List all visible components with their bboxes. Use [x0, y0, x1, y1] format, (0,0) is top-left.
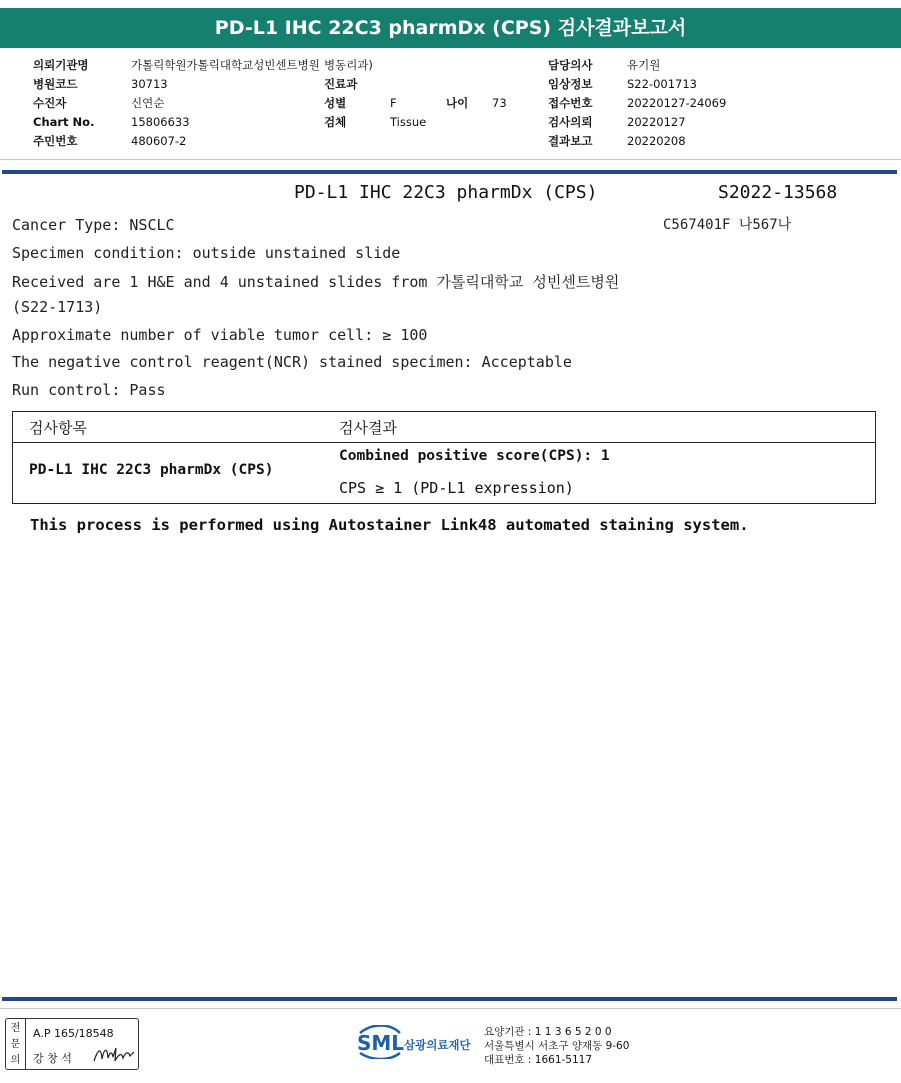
info-label: 검체	[324, 115, 347, 129]
contact-line: 대표번호 : 1661-5117	[484, 1054, 593, 1066]
result-table	[12, 411, 876, 504]
col-header-result: 검사결과	[339, 419, 397, 437]
info-label: 결과보고	[548, 134, 593, 148]
col-header-item: 검사항목	[29, 419, 87, 437]
info-value: F	[390, 96, 397, 110]
contact-line: 서울특별시 서초구 양재동 9-60	[484, 1040, 630, 1052]
info-row-3	[0, 94, 901, 113]
info-value: 30713	[131, 77, 168, 91]
info-label: Chart No.	[33, 115, 95, 129]
info-value: 20220127	[627, 115, 686, 129]
report-test-name: PD-L1 IHC 22C3 pharmDx (CPS)	[294, 182, 598, 203]
info-row-4	[0, 113, 901, 132]
specialist-box	[5, 1018, 139, 1070]
specialist-side-label: 전 문 의	[6, 1019, 26, 1069]
info-row-5	[0, 132, 901, 151]
result-table-header	[13, 412, 875, 443]
info-label: 담당의사	[548, 58, 593, 72]
result-main: Combined positive score(CPS): 1	[339, 448, 610, 464]
info-label: 주민번호	[33, 134, 78, 148]
info-value: S22-001713	[627, 77, 697, 91]
info-value: 73	[492, 96, 507, 110]
report-number: S2022-13568	[718, 182, 838, 203]
info-value: Tissue	[390, 115, 427, 129]
info-row-1	[0, 56, 901, 75]
process-note: This process is performed using Autostainer Link48 automated staining system.	[30, 516, 749, 534]
info-row-2	[0, 75, 901, 94]
footer-divider	[0, 1008, 901, 1009]
received-line: Received are 1 H&E and 4 unstained slides from 가톨릭대학교 성빈센트병원	[12, 273, 620, 291]
sml-logo-text: SML	[357, 1031, 405, 1055]
info-label: 나이	[446, 96, 469, 110]
info-label: 접수번호	[548, 96, 593, 110]
info-label: 진료과	[324, 77, 358, 91]
info-value: 신연순	[131, 96, 165, 110]
info-label: 검사의뢰	[548, 115, 593, 129]
reference-line: (S22-1713)	[12, 298, 103, 316]
info-label: 병원코드	[33, 77, 78, 91]
doctor-name: 강 창 석	[33, 1052, 72, 1065]
footer-rule	[2, 997, 897, 1001]
info-value: 유기원	[627, 58, 661, 72]
ncr-line: The negative control reagent(NCR) stained specimen: Acceptable	[12, 353, 572, 371]
cancer-type-line: Cancer Type: NSCLC	[12, 216, 175, 234]
report-banner-title: PD-L1 IHC 22C3 pharmDx (CPS) 검사결과보고서	[0, 8, 901, 48]
header-rule	[2, 170, 897, 174]
info-label: 임상정보	[548, 77, 593, 91]
block-id: C567401F 나567나	[663, 217, 792, 233]
tumor-cell-line: Approximate number of viable tumor cell: ≥ 100	[12, 326, 428, 344]
contact-info	[484, 1025, 629, 1067]
info-value: 15806633	[131, 115, 190, 129]
info-value: 가톨릭학원가톨릭대학교성빈센트병원	[131, 58, 320, 72]
info-value-fragment: 병동리과)	[324, 58, 373, 72]
contact-line: 요양기관 : 1 1 3 6 5 2 0 0	[484, 1026, 612, 1038]
org-name: 삼광의료재단	[404, 1038, 471, 1052]
license-number: A.P 165/18548	[33, 1027, 114, 1040]
info-label: 수진자	[33, 96, 67, 110]
info-label: 성별	[324, 96, 347, 110]
info-label: 의뢰기관명	[33, 58, 89, 72]
info-value: 480607-2	[131, 134, 187, 148]
test-item: PD-L1 IHC 22C3 pharmDx (CPS)	[29, 462, 274, 478]
result-sub: CPS ≥ 1 (PD-L1 expression)	[339, 479, 574, 497]
info-value: 20220208	[627, 134, 686, 148]
info-value: 20220127-24069	[627, 96, 727, 110]
specimen-condition-line: Specimen condition: outside unstained slide	[12, 244, 401, 262]
patient-info	[0, 56, 901, 151]
divider	[0, 159, 901, 160]
run-control-line: Run control: Pass	[12, 381, 166, 399]
signature-icon	[92, 1043, 136, 1065]
